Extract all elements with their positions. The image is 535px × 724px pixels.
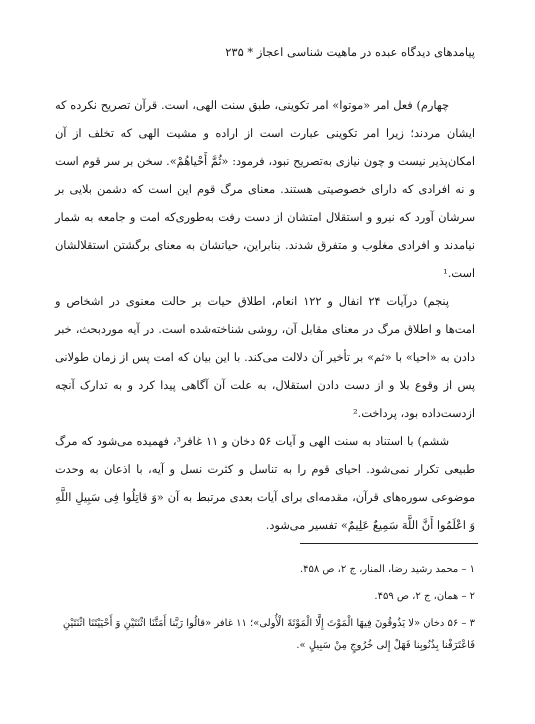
paragraph-fourth: چهارم) فعل امر «موتوا» امر تکوینی، طبق سنت الهی، است. قرآن تصریح نکرده که ایشان مردند؛ زیرا امر تکوینی عبارت است از اراده و مشیت الهی که تخلف از آن امکان‌پذیر نیست و چون نیازی به‌تصریح نبود، فرمود: «ثُمَّ أَحْیاهُمْ». سخن بر سر قوم است و نه افرادی که دارای خصوصیتی هستند. معنای مرگ قوم این است که دشمن بلایی بر سرشان آورد که نیرو و استقلال امتشان از دست رفت به‌طوری‌که امت و جامعه به شمار نیامدند و افرادی مغلوب و متفرق شدند. بنابراین، حیاتشان به معنای برگشتن استقلالشان است.¹ bbox=[55, 99, 475, 280]
footnote-1: ۱ – محمد رشید رضا، المنار، ج ۲، ص ۴۵۸. bbox=[299, 564, 475, 575]
footnotes bbox=[55, 556, 475, 657]
footnote-divider bbox=[300, 543, 478, 544]
footnote-2: ۲ – همان، ج ۲، ص ۴۵۹. bbox=[374, 591, 475, 602]
footnote-3: ۳ – ۵۶ دخان «لا یَذُوقُونَ فِیهَا الْمَوْتَ إِلَّا الْمَوْتَةَ الْأُولی»؛ ۱۱ غافر «قالُوا رَبَّنا أَمَتَّنَا اثْنَتَیْنِ وَ أَحْیَیْتَنَا اثْنَتَیْنِ فَاعْتَرَفْنا بِذُنُوبِنا فَهَلْ إِلی خُرُوجٍ مِنْ سَبِیلٍ ». bbox=[62, 618, 475, 651]
running-header: پیامدهای دیدگاه عبده در ماهیت شناسی اعجاز * ۲۳۵ bbox=[225, 45, 475, 59]
paragraph-fifth: پنجم) درآیات ۲۴ انفال و ۱۲۲ انعام، اطلاق حیات بر حالت معنوی در اشخاص و امت‌ها و اطلاق مرگ در معنای مقابل آن، روشی شناخته‌شده است. در آیه موردبحث، خبر دادن به «احیا» با «ثم» بر تأخیر آن دلالت می‌کند. با این بیان که امت پس از زمان طولانی پس از وقوع بلا و از دست دادن استقلال، به علت آن آگاهی پیدا کرد و به تدارک آنچه ازدست‌داده بود، پرداخت.² bbox=[55, 295, 475, 420]
main-text bbox=[55, 92, 475, 540]
paragraph-sixth: ششم) با استناد به سنت الهی و آیات ۵۶ دخان و ۱۱ غافر³، فهمیده می‌شود که مرگ طبیعی تکرار نمی‌شود. احیای قوم را به تناسل و کثرت نسل و آیه، با اذعان به وحدت موضوعی سوره‌های قرآن، مقدمه‌ای برای آیات بعدی مرتبط به آن «وَ قاتِلُوا فِی سَبِیلِ اللَّهِ وَ اعْلَمُوا أَنَّ اللَّهَ سَمِیعٌ عَلِیمٌ» تفسیر می‌شود. bbox=[55, 435, 475, 532]
